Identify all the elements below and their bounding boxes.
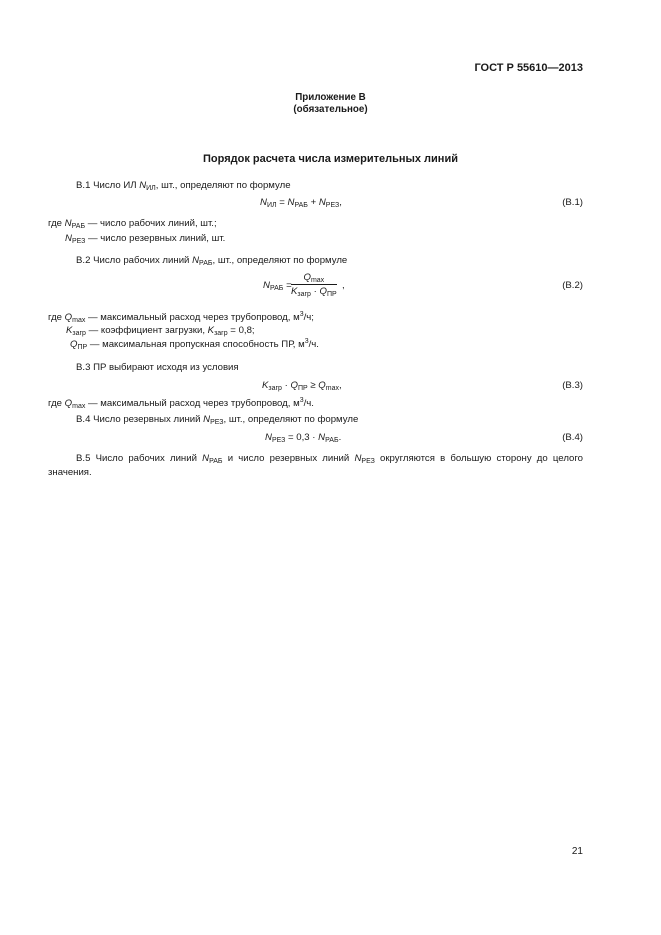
where-item: $Q_{ПР}$ — максимальная пропускная способность ПР, $м^3/ч$.	[70, 338, 319, 351]
paragraph-b3: В.3 ПР выбирают исходя из условия	[76, 362, 239, 373]
formula-b4: $N_{РЕЗ} = 0,3 \cdot N_{РАБ}$.	[265, 432, 342, 444]
formula-b2-fraction	[291, 272, 337, 297]
appendix-status: (обязательное)	[293, 104, 368, 115]
where-item: где $Q_{max}$ — максимальный расход через трубопровод, $м^3/ч$;	[48, 311, 314, 324]
where-item: где $N_{РАБ}$ — число рабочих линий, шт.;	[48, 218, 217, 230]
paragraph-b4: В.4 Число резервных линий $N_{РЕЗ}$, шт., определяют по формуле	[76, 414, 359, 426]
equation-number-b3: (В.3)	[562, 380, 583, 391]
appendix-title: Приложение В	[295, 92, 366, 103]
equation-number-b4: (В.4)	[562, 432, 583, 443]
formula-b3: $K_{загр} \cdot Q_{ПР} \ge Q_{max}$,	[262, 380, 342, 392]
where-item: $K_{загр}$ — коэффициент загрузки, $K_{загр} = 0,8$;	[66, 325, 255, 337]
formula-b2-lhs: $N_{РАБ}$ =	[263, 280, 292, 292]
equation-number-b1: (В.1)	[562, 197, 583, 208]
section-title: Порядок расчета числа измерительных линий	[203, 153, 458, 165]
formula-b1: $N_{ИЛ} = N_{РАБ} + N_{РЕЗ}$,	[260, 197, 342, 209]
page-number: 21	[571, 846, 583, 857]
document-code: ГОСТ Р 55610—2013	[474, 62, 583, 74]
formula-b2-end: ,	[342, 280, 345, 291]
fraction-numerator: $Q_{max}$	[291, 272, 337, 285]
paragraph-b1: В.1 Число ИЛ $N_{ИЛ}$, шт., определяют по формуле	[76, 180, 291, 192]
paragraph-b5-continuation: значения.	[48, 467, 92, 478]
where-item: где $Q_{max}$ — максимальный расход через трубопровод, $м^3/ч$.	[48, 397, 314, 410]
paragraph-b2: В.2 Число рабочих линий $N_{РАБ}$, шт., определяют по формуле	[76, 255, 348, 267]
where-item: $N_{РЕЗ}$ — число резервных линий, шт.	[65, 233, 226, 245]
paragraph-b5: В.5 Число рабочих линий $N_{РАБ}$ и число резервных линий $N_{РЕЗ}$ округляются в большую сторону до целого	[76, 453, 583, 465]
fraction-denominator: $K_{загр} \cdot Q_{ПР}$	[291, 286, 337, 298]
equation-number-b2: (В.2)	[562, 280, 583, 291]
